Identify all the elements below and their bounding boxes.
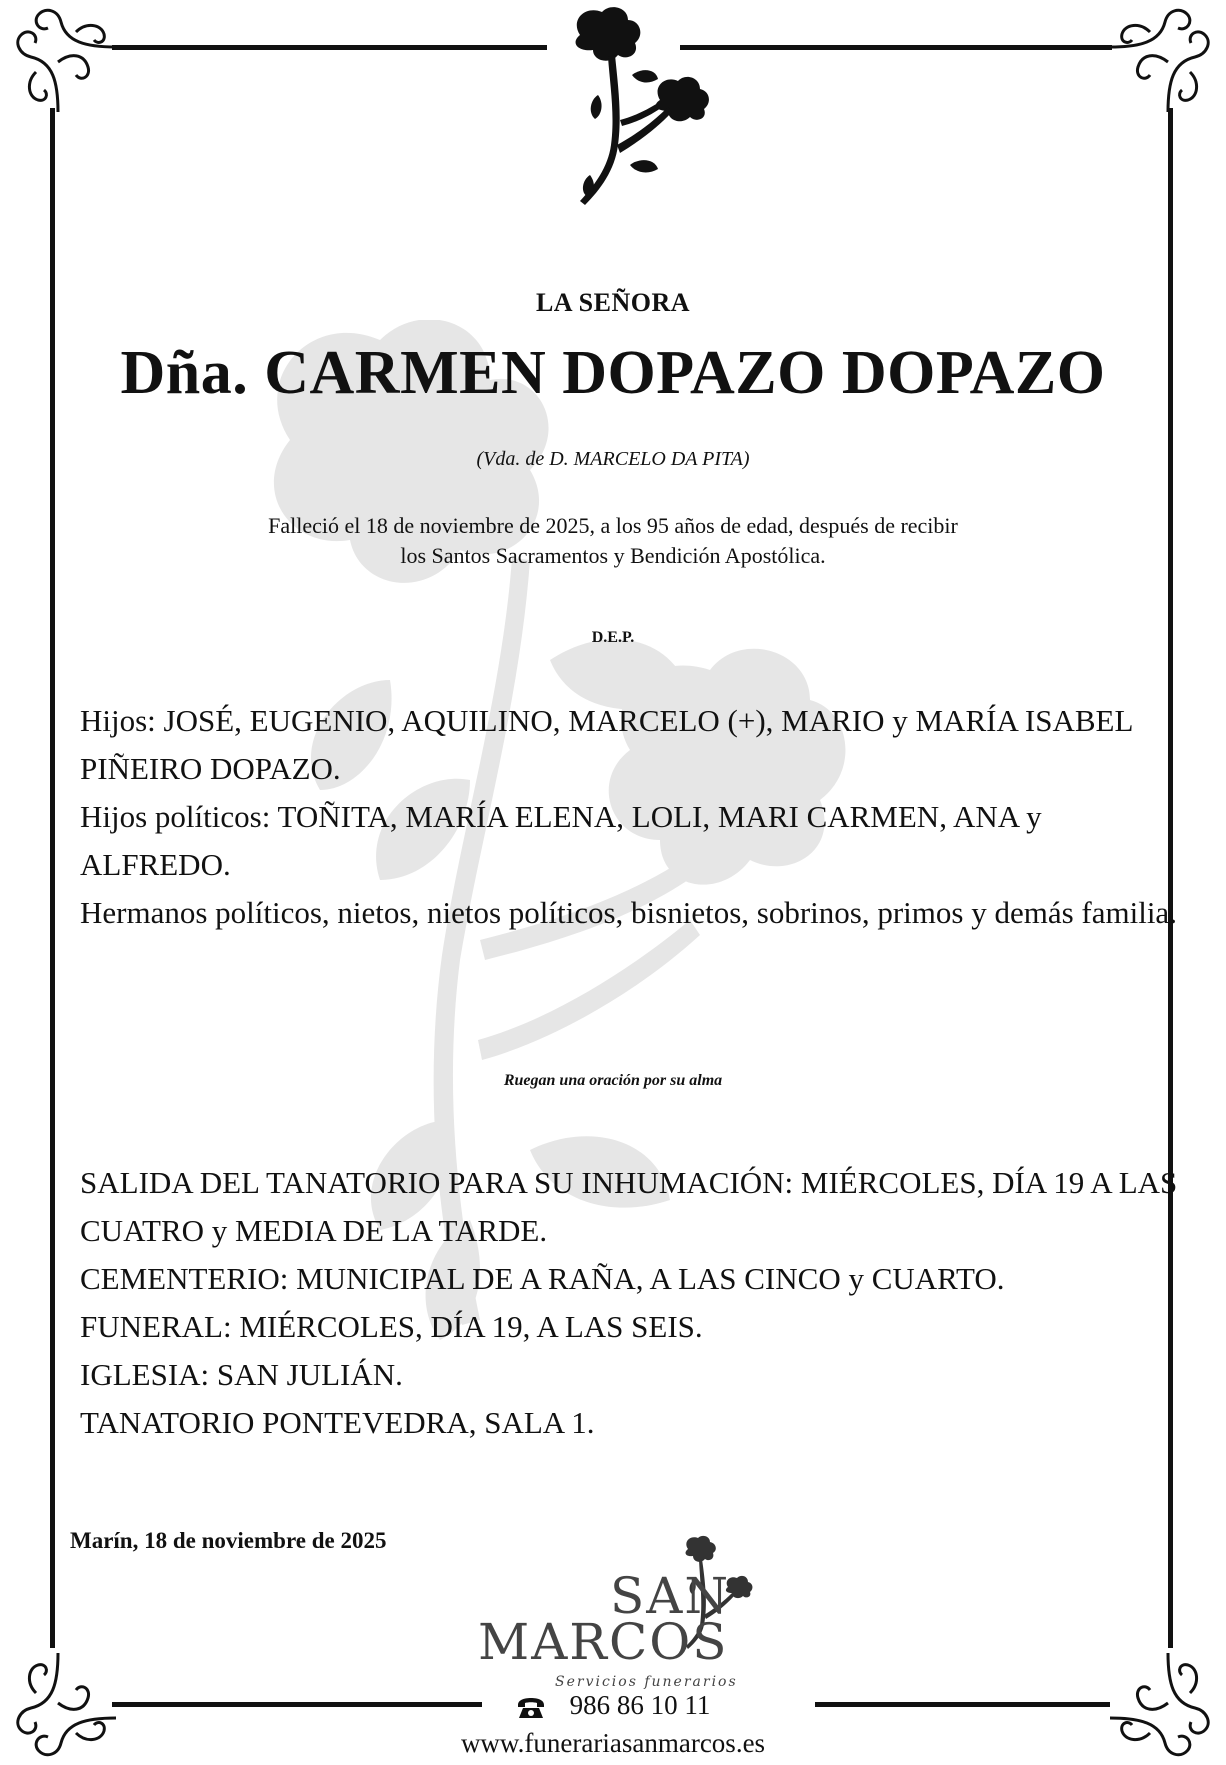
title-label: LA SEÑORA (535, 288, 691, 317)
logo-line-2: MARCOS (478, 1613, 729, 1671)
telephone-icon (516, 1697, 546, 1719)
death-line-2: los Santos Sacramentos y Bendición Apostólica. (400, 543, 826, 568)
family-others: Hermanos políticos, nietos, nietos políticos, bisnietos, sobrinos, primos y demás familia. (80, 895, 1177, 930)
flower-icon (560, 5, 710, 210)
schedule-church: IGLESIA: SAN JULIÁN. (80, 1357, 403, 1392)
schedule-departure: SALIDA DEL TANATORIO PARA SU INHUMACIÓN: MIÉRCOLES, DÍA 19 A LAS CUATRO y MEDIA DE LA TARDE. (80, 1165, 1178, 1248)
family-section (80, 697, 1180, 937)
place-date: Marín, 18 de noviembre de 2025 (70, 1528, 387, 1553)
prayer-text: Ruegan una oración por su alma (503, 1072, 723, 1089)
schedule-cemetery: CEMENTERIO: MUNICIPAL DE A RAÑA, A LAS CINCO y CUARTO. (80, 1261, 1005, 1296)
flourish-corner-icon (1100, 2, 1220, 122)
flourish-corner-icon (6, 2, 126, 122)
frame-top-right (680, 45, 1112, 50)
deceased-name: Dña. CARMEN DOPAZO DOPAZO (120, 339, 1106, 407)
schedule-section (80, 1159, 1180, 1447)
logo-tagline: Servicios funerarios (555, 1674, 738, 1690)
phone-row (0, 1690, 1226, 1721)
company-logo (475, 1535, 765, 1695)
phone-number: 986 86 10 11 (569, 1690, 711, 1720)
logo-line-1: SAN (610, 1567, 731, 1625)
schedule-funeral: FUNERAL: MIÉRCOLES, DÍA 19, A LAS SEIS. (80, 1309, 703, 1344)
website[interactable]: www.funerariasanmarcos.es (460, 1728, 766, 1758)
family-in-laws: Hijos políticos: TOÑITA, MARÍA ELENA, LOLI, MARI CARMEN, ANA y ALFREDO. (80, 799, 1042, 882)
frame-top-left (112, 45, 547, 50)
dep-label: D.E.P. (591, 629, 635, 646)
family-children: Hijos: JOSÉ, EUGENIO, AQUILINO, MARCELO (+), MARIO y MARÍA ISABEL PIÑEIRO DOPAZO. (80, 703, 1133, 786)
death-line-1: Falleció el 18 de noviembre de 2025, a los 95 años de edad, después de recibir (268, 513, 958, 538)
death-statement (0, 511, 1226, 571)
schedule-funeral-home: TANATORIO PONTEVEDRA, SALA 1. (80, 1405, 595, 1440)
widow-of: (Vda. de D. MARCELO DA PITA) (476, 448, 750, 470)
